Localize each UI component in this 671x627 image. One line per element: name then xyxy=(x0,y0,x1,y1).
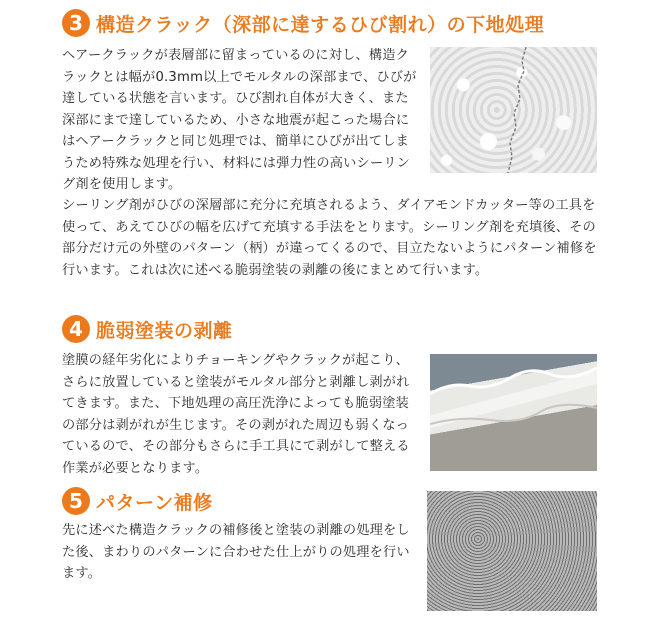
crack-line-graphic xyxy=(430,47,597,173)
pattern-repair-photo xyxy=(427,491,597,611)
section-3-heading xyxy=(62,7,544,39)
section-5-paragraph: 先に述べた構造クラックの補修後と塗装の剥離の処理をした後、まわりのパターンに合わせた仕上がりの処理を行います。 xyxy=(62,523,410,581)
section-number-badge: 4 xyxy=(62,315,90,343)
section-3-paragraph-full: シーリング剤がひびの深層部に充分に充填されるよう、ダイアモンドカッター等の工具を使って、あえてひびの幅を広げて充填する手法をとります。シーリング剤を充填後、その部分だけ元の外壁のパターン（柄）が違ってくるので、目立たないようにパターン補修を行います。これは次に述べる脆弱塗装の剥離の後にまとめて行います。 xyxy=(62,198,597,278)
section-number-badge: 3 xyxy=(62,9,90,37)
section-title: 構造クラック（深部に達するひび割れ）の下地処理 xyxy=(96,13,545,36)
section-number-badge: 5 xyxy=(62,487,90,515)
peeling-edge-graphic xyxy=(430,354,597,471)
section-title: 脆弱塗装の剥離 xyxy=(96,319,233,342)
section-5-heading xyxy=(62,485,213,517)
section-3-paragraph-wrapped: ヘアークラックが表層部に留まっているのに対し、構造クラックとは幅が0.3mm以上でモルタルの深部まで、ひびが達している状態を言います。ひび割れ自体が大きく、また深部にまで達しているため、小さな地震が起こった場合にはヘアークラックと同じ処理では、簡単にひびが出てしまうため特殊な処理を行い、材料には弾力性の高いシーリング剤を使用します。 xyxy=(62,48,417,192)
cracked-wall-photo xyxy=(430,47,597,173)
section-4-paragraph: 塗膜の経年劣化によりチョーキングやクラックが起こり、さらに放置していると塗装がモルタル部分と剥離し剥がれてきます。また、下地処理の高圧洗浄によっても脆弱塗装の部分は剥がれが生じます。その剥がれた周辺も弱くなっているので、その部分もさらに手工具にて剥がして整える作業が必要となります。 xyxy=(62,353,410,476)
peeling-paint-photo xyxy=(430,354,597,471)
section-title: パターン補修 xyxy=(96,491,213,514)
section-4-heading xyxy=(62,313,233,345)
